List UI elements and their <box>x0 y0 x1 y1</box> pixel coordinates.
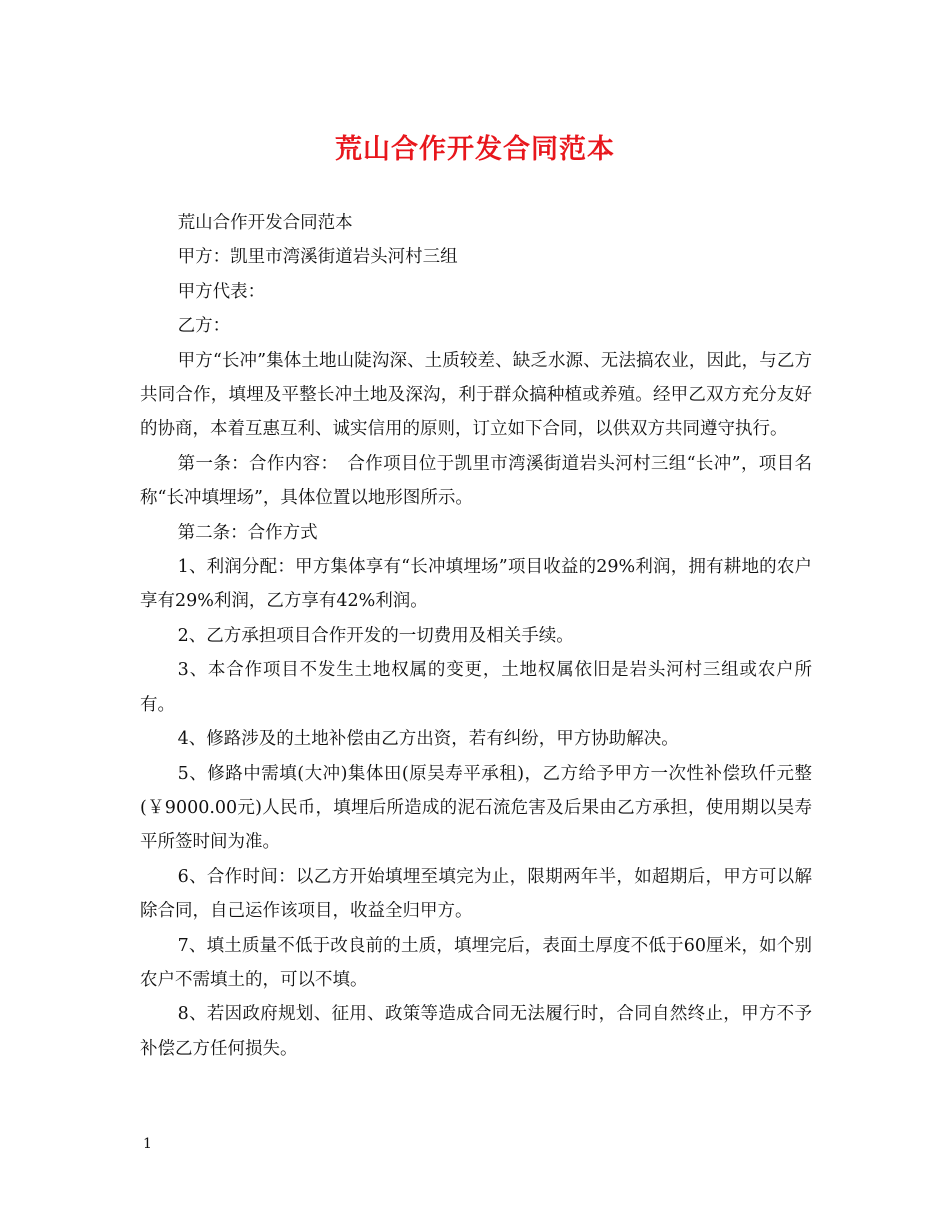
paragraph-clause-8: 8、若因政府规划、征用、政策等造成合同无法履行时，合同自然终止，甲方不予补偿乙方任何损失。 <box>140 1004 812 1059</box>
page-number: 1 <box>143 1136 152 1152</box>
paragraph-subtitle: 荒山合作开发合同范本 <box>177 213 353 233</box>
paragraph-clause-2: 2、乙方承担项目合作开发的一切费用及相关手续。 <box>177 625 574 646</box>
paragraph-article-1: 第一条：合作内容： 合作项目位于凯里市湾溪街道岩头河村三组“长冲”，项目名称“长冲填埋场”，具体位置以地形图所示。 <box>140 453 812 509</box>
document-body <box>140 206 812 1066</box>
paragraph-clause-5: 5、修路中需填(大冲)集体田(原吴寿平承租)，乙方给予甲方一次性补偿玖仟元整(￥9000.00元)人民币，填埋后所造成的泥石流危害及后果由乙方承担，使用期以吴寿平所签时间为准。 <box>140 763 812 853</box>
paragraph-party-a: 甲方：凯里市湾溪街道岩头河村三组 <box>177 247 458 268</box>
paragraph-clause-7: 7、填土质量不低于改良前的土质，填埋完后，表面土厚度不低于60厘米，如个别农户不需填土的，可以不填。 <box>140 935 812 990</box>
paragraph-clause-1: 1、利润分配：甲方集体享有“长冲填埋场”项目收益的29%利润，拥有耕地的农户享有29%利润，乙方享有42%利润。 <box>140 557 812 612</box>
paragraph-article-2-heading: 第二条：合作方式 <box>177 522 318 543</box>
paragraph-clause-6: 6、合作时间：以乙方开始填埋至填完为止，限期两年半，如超期后，甲方可以解除合同，自己运作该项目，收益全归甲方。 <box>140 866 812 922</box>
paragraph-clause-4: 4、修路涉及的土地补偿由乙方出资，若有纠纷，甲方协助解决。 <box>177 729 679 750</box>
paragraph-party-b: 乙方： <box>177 316 231 337</box>
document-title: 荒山合作开发合同范本 <box>335 134 615 165</box>
paragraph-party-a-representative: 甲方代表： <box>177 281 266 302</box>
paragraph-clause-3: 3、本合作项目不发生土地权属的变更，土地权属依旧是岩头河村三组或农户所有。 <box>140 660 812 715</box>
paragraph-preamble: 甲方“长冲”集体土地山陡沟深、土质较差、缺乏水源、无法搞农业，因此，与乙方共同合作，填埋及平整长冲土地及深沟，利于群众搞种植或养殖。经甲乙双方充分友好的协商，本着互惠互利、诚实信用的原则，订立如下合同，以供双方共同遵守执行。 <box>140 350 812 440</box>
